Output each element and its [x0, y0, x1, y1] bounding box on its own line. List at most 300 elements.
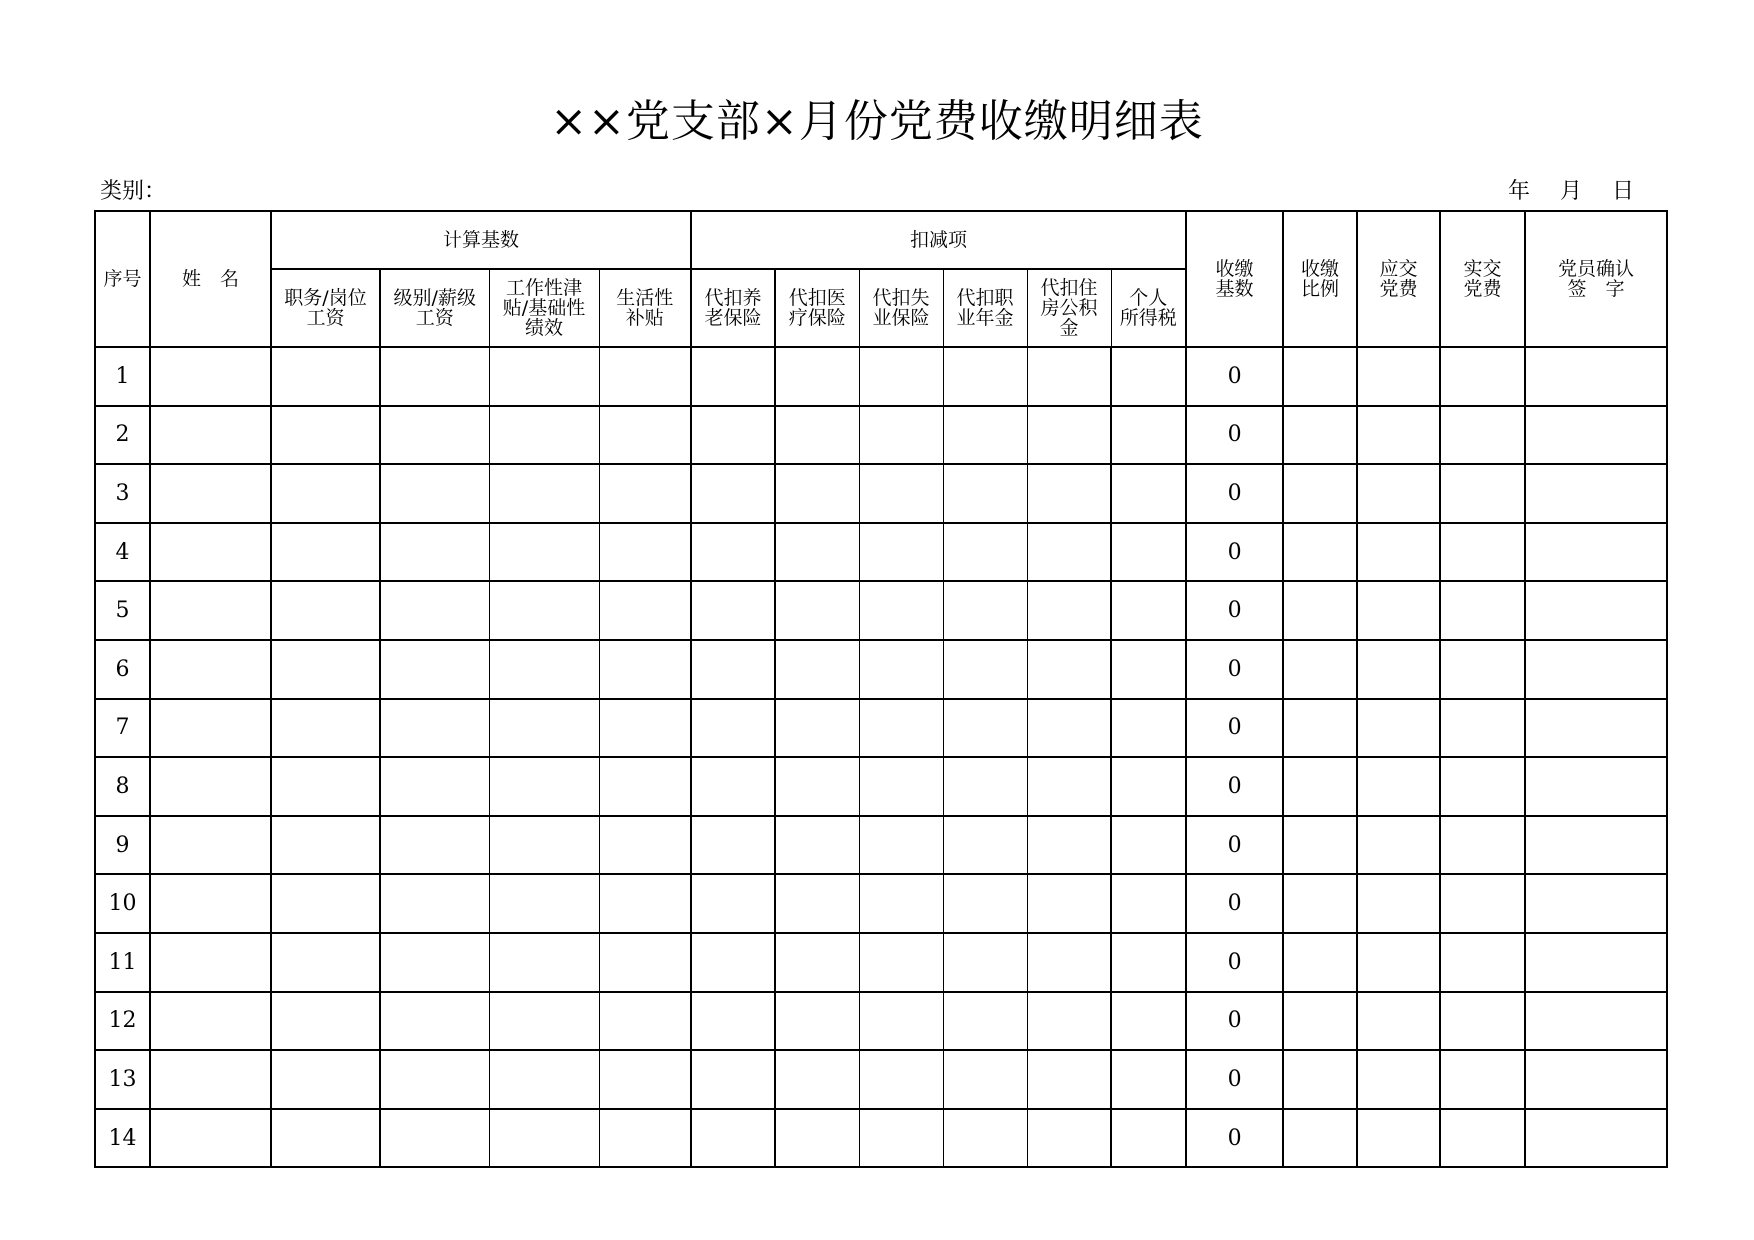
table-cell[interactable]: [1440, 464, 1525, 523]
table-cell[interactable]: [1440, 640, 1525, 699]
table-cell[interactable]: [599, 523, 691, 582]
table-cell[interactable]: [1357, 816, 1440, 875]
table-cell[interactable]: [271, 816, 380, 875]
table-row: [95, 757, 1667, 816]
table-cell[interactable]: [691, 757, 775, 816]
table-cell[interactable]: [1283, 347, 1357, 406]
table-cell[interactable]: [599, 1109, 691, 1168]
table-cell[interactable]: [1357, 523, 1440, 582]
table-cell[interactable]: [1283, 816, 1357, 875]
table-cell[interactable]: [943, 464, 1027, 523]
table-cell[interactable]: [1111, 1050, 1186, 1109]
table-cell[interactable]: [775, 523, 859, 582]
table-cell[interactable]: [1027, 874, 1111, 933]
table-cell[interactable]: [380, 757, 489, 816]
cell-collect-base[interactable]: [1186, 757, 1283, 816]
table-cell[interactable]: [380, 1050, 489, 1109]
table-row: [95, 406, 1667, 465]
table-cell[interactable]: [1027, 992, 1111, 1051]
header-living-subsidy: 生活性 补贴: [599, 269, 691, 347]
table-cell[interactable]: [943, 933, 1027, 992]
table-cell[interactable]: [271, 699, 380, 758]
table-cell[interactable]: [1283, 992, 1357, 1051]
header-work-allowance: 工作性津 贴/基础性 绩效: [489, 269, 599, 347]
table-row: [95, 992, 1667, 1051]
table-cell[interactable]: [1357, 992, 1440, 1051]
table-cell[interactable]: [271, 1109, 380, 1168]
table-cell[interactable]: [859, 816, 943, 875]
table-cell[interactable]: [150, 933, 271, 992]
table-cell[interactable]: [943, 757, 1027, 816]
table-cell[interactable]: [859, 640, 943, 699]
header-post-salary: 职务/岗位 工资: [271, 269, 380, 347]
collect-base-value: 0: [1227, 539, 1242, 565]
table-cell[interactable]: [1525, 406, 1667, 465]
table-cell[interactable]: [1111, 640, 1186, 699]
table-row: [95, 1050, 1667, 1109]
table-cell[interactable]: [1283, 933, 1357, 992]
cell-collect-base[interactable]: [1186, 699, 1283, 758]
table-cell[interactable]: [859, 874, 943, 933]
table-cell[interactable]: [271, 874, 380, 933]
table-cell[interactable]: [489, 347, 599, 406]
table-cell[interactable]: [1357, 406, 1440, 465]
table-cell[interactable]: [943, 816, 1027, 875]
table-cell[interactable]: [691, 347, 775, 406]
document-title: ××党支部×月份党费收缴明细表: [550, 96, 1204, 147]
table-cell[interactable]: [1525, 992, 1667, 1051]
table-cell[interactable]: [380, 874, 489, 933]
table-cell[interactable]: [1357, 640, 1440, 699]
table-cell[interactable]: [1283, 640, 1357, 699]
table-cell[interactable]: [1027, 757, 1111, 816]
table-cell[interactable]: [859, 1109, 943, 1168]
table-cell[interactable]: [859, 933, 943, 992]
table-cell[interactable]: [1111, 581, 1186, 640]
table-cell[interactable]: [691, 640, 775, 699]
table-cell[interactable]: [1027, 347, 1111, 406]
table-cell[interactable]: [1525, 347, 1667, 406]
table-cell[interactable]: [1283, 1050, 1357, 1109]
row-number: 13: [108, 1066, 137, 1092]
table-cell[interactable]: [1357, 347, 1440, 406]
row-number: 7: [115, 715, 130, 741]
table-cell[interactable]: [691, 1050, 775, 1109]
cell-seq: [95, 640, 150, 699]
table-cell[interactable]: [1440, 523, 1525, 582]
table-cell[interactable]: [150, 992, 271, 1051]
cell-seq: [95, 406, 150, 465]
cell-collect-base[interactable]: [1186, 464, 1283, 523]
cell-collect-base[interactable]: [1186, 933, 1283, 992]
header-pension-deduct: 代扣养 老保险: [691, 269, 775, 347]
table-cell[interactable]: [1111, 874, 1186, 933]
table-cell[interactable]: [271, 406, 380, 465]
collect-base-value: 0: [1227, 949, 1242, 975]
table-cell[interactable]: [859, 757, 943, 816]
table-cell[interactable]: [1357, 757, 1440, 816]
cell-collect-base[interactable]: [1186, 640, 1283, 699]
table-cell[interactable]: [775, 1109, 859, 1168]
table-cell[interactable]: [1357, 699, 1440, 758]
table-cell[interactable]: [1111, 992, 1186, 1051]
collect-base-value: 0: [1227, 715, 1242, 741]
table-cell[interactable]: [1525, 699, 1667, 758]
table-cell[interactable]: [1525, 1050, 1667, 1109]
header-name: 姓 名: [150, 211, 271, 347]
table-cell[interactable]: [599, 464, 691, 523]
table-cell[interactable]: [150, 523, 271, 582]
table-cell[interactable]: [1440, 581, 1525, 640]
table-cell[interactable]: [1283, 581, 1357, 640]
table-cell[interactable]: [150, 581, 271, 640]
row-number: 1: [115, 363, 130, 389]
table-cell[interactable]: [1525, 581, 1667, 640]
table-cell[interactable]: [943, 1109, 1027, 1168]
table-cell[interactable]: [691, 523, 775, 582]
table-cell[interactable]: [775, 816, 859, 875]
collect-base-value: 0: [1227, 832, 1242, 858]
table-cell[interactable]: [691, 464, 775, 523]
table-cell[interactable]: [1283, 874, 1357, 933]
table-cell[interactable]: [691, 933, 775, 992]
table-cell[interactable]: [1027, 581, 1111, 640]
table-cell[interactable]: [271, 464, 380, 523]
table-cell[interactable]: [859, 464, 943, 523]
date-day: 日: [1612, 179, 1635, 204]
cell-seq: [95, 1109, 150, 1168]
row-number: 11: [108, 949, 137, 975]
table-cell[interactable]: [489, 581, 599, 640]
table-cell[interactable]: [271, 933, 380, 992]
table-cell[interactable]: [1283, 757, 1357, 816]
table-cell[interactable]: [691, 816, 775, 875]
table-cell[interactable]: [691, 1109, 775, 1168]
header-annuity-deduct: 代扣职 业年金: [943, 269, 1027, 347]
table-cell[interactable]: [1283, 699, 1357, 758]
table-cell[interactable]: [1111, 523, 1186, 582]
table-cell[interactable]: [380, 523, 489, 582]
table-cell[interactable]: [599, 874, 691, 933]
table-cell[interactable]: [1440, 757, 1525, 816]
table-cell[interactable]: [1027, 640, 1111, 699]
table-cell[interactable]: [599, 1050, 691, 1109]
table-cell[interactable]: [943, 699, 1027, 758]
cell-collect-base[interactable]: [1186, 347, 1283, 406]
table-cell[interactable]: [1525, 640, 1667, 699]
table-cell[interactable]: [1440, 874, 1525, 933]
cell-collect-base[interactable]: [1186, 523, 1283, 582]
table-cell[interactable]: [775, 406, 859, 465]
table-cell[interactable]: [599, 933, 691, 992]
cell-seq: [95, 757, 150, 816]
table-cell[interactable]: [1357, 933, 1440, 992]
cell-collect-base[interactable]: [1186, 874, 1283, 933]
table-row: [95, 464, 1667, 523]
row-number: 6: [115, 656, 130, 682]
table-cell[interactable]: [1027, 1109, 1111, 1168]
collect-base-value: 0: [1227, 891, 1242, 917]
table-cell[interactable]: [1111, 816, 1186, 875]
table-row: [95, 816, 1667, 875]
collect-base-value: 0: [1227, 773, 1242, 799]
header-unemployment-deduct: 代扣失 业保险: [859, 269, 943, 347]
table-cell[interactable]: [489, 699, 599, 758]
table-cell[interactable]: [1357, 581, 1440, 640]
table-cell[interactable]: [271, 640, 380, 699]
table-cell[interactable]: [1283, 1109, 1357, 1168]
table-cell[interactable]: [943, 347, 1027, 406]
table-cell[interactable]: [1111, 757, 1186, 816]
collect-base-value: 0: [1227, 1008, 1242, 1034]
table-cell[interactable]: [489, 757, 599, 816]
table-cell[interactable]: [599, 347, 691, 406]
table-cell[interactable]: [150, 816, 271, 875]
header-medical-deduct: 代扣医 疗保险: [775, 269, 859, 347]
collect-base-value: 0: [1227, 363, 1242, 389]
table-cell[interactable]: [691, 699, 775, 758]
table-cell[interactable]: [1440, 699, 1525, 758]
table-cell[interactable]: [1357, 874, 1440, 933]
collect-base-value: 0: [1227, 656, 1242, 682]
table-cell[interactable]: [1440, 816, 1525, 875]
row-number: 5: [115, 598, 130, 624]
table-cell[interactable]: [599, 640, 691, 699]
header-paid-fee: 实交 党费: [1440, 211, 1525, 347]
table-cell[interactable]: [943, 992, 1027, 1051]
cell-collect-base[interactable]: [1186, 1050, 1283, 1109]
table-cell[interactable]: [489, 992, 599, 1051]
table-cell[interactable]: [1027, 933, 1111, 992]
table-cell[interactable]: [943, 581, 1027, 640]
table-cell[interactable]: [380, 640, 489, 699]
table-cell[interactable]: [1525, 757, 1667, 816]
table-cell[interactable]: [150, 757, 271, 816]
table-cell[interactable]: [150, 1109, 271, 1168]
table-cell[interactable]: [599, 406, 691, 465]
cell-seq: [95, 347, 150, 406]
table-cell[interactable]: [380, 816, 489, 875]
table-cell[interactable]: [1440, 347, 1525, 406]
table-cell[interactable]: [775, 933, 859, 992]
collect-base-value: 0: [1227, 480, 1242, 506]
table-cell[interactable]: [489, 464, 599, 523]
row-number: 10: [108, 891, 137, 917]
cell-seq: [95, 581, 150, 640]
cell-seq: [95, 1050, 150, 1109]
table-row: [95, 1109, 1667, 1168]
table-cell[interactable]: [859, 347, 943, 406]
table-cell[interactable]: [380, 992, 489, 1051]
cell-collect-base[interactable]: [1186, 816, 1283, 875]
table-cell[interactable]: [1283, 464, 1357, 523]
table-cell[interactable]: [1525, 1109, 1667, 1168]
row-number: 12: [108, 1008, 137, 1034]
cell-seq: [95, 699, 150, 758]
table-cell[interactable]: [775, 581, 859, 640]
table-cell[interactable]: [271, 581, 380, 640]
cell-collect-base[interactable]: [1186, 992, 1283, 1051]
table-cell[interactable]: [489, 816, 599, 875]
header-housing-fund-deduct: 代扣住 房公积 金: [1027, 269, 1111, 347]
table-row: [95, 874, 1667, 933]
table-cell[interactable]: [150, 406, 271, 465]
table-cell[interactable]: [380, 347, 489, 406]
table-row: [95, 699, 1667, 758]
table-cell[interactable]: [775, 640, 859, 699]
cell-seq: [95, 816, 150, 875]
table-cell[interactable]: [599, 816, 691, 875]
table-cell[interactable]: [1525, 464, 1667, 523]
table-cell[interactable]: [691, 992, 775, 1051]
table-cell[interactable]: [599, 992, 691, 1051]
cell-collect-base[interactable]: [1186, 581, 1283, 640]
table-cell[interactable]: [943, 874, 1027, 933]
header-collect-base: 收缴 基数: [1186, 211, 1283, 347]
cell-seq: [95, 523, 150, 582]
table-cell[interactable]: [150, 874, 271, 933]
table-cell[interactable]: [489, 874, 599, 933]
table-cell[interactable]: [775, 1050, 859, 1109]
table-cell[interactable]: [1111, 1109, 1186, 1168]
table-cell[interactable]: [1440, 933, 1525, 992]
table-cell[interactable]: [1525, 816, 1667, 875]
table-cell[interactable]: [1525, 874, 1667, 933]
row-number: 14: [108, 1125, 137, 1151]
table-cell[interactable]: [1027, 699, 1111, 758]
table-cell[interactable]: [1111, 699, 1186, 758]
table-cell[interactable]: [691, 406, 775, 465]
table-cell[interactable]: [1357, 1050, 1440, 1109]
table-body: [95, 347, 1667, 1167]
table-cell[interactable]: [1111, 933, 1186, 992]
table-cell[interactable]: [1027, 523, 1111, 582]
table-cell[interactable]: [943, 1050, 1027, 1109]
table-cell[interactable]: [1357, 1109, 1440, 1168]
header-due-fee: 应交 党费: [1357, 211, 1440, 347]
table-cell[interactable]: [380, 406, 489, 465]
table-cell[interactable]: [599, 581, 691, 640]
table-cell[interactable]: [1111, 464, 1186, 523]
table-cell[interactable]: [271, 992, 380, 1051]
table-cell[interactable]: [1525, 523, 1667, 582]
header-grade-salary: 级别/薪级 工资: [380, 269, 489, 347]
header-seq: 序号: [95, 211, 150, 347]
table-cell[interactable]: [691, 874, 775, 933]
table-cell[interactable]: [380, 1109, 489, 1168]
table-row: [95, 347, 1667, 406]
table-cell[interactable]: [1283, 523, 1357, 582]
table-cell[interactable]: [1027, 406, 1111, 465]
table-cell[interactable]: [1440, 1050, 1525, 1109]
table-cell[interactable]: [775, 757, 859, 816]
table-cell[interactable]: [150, 464, 271, 523]
cell-seq: [95, 992, 150, 1051]
table-cell[interactable]: [271, 523, 380, 582]
table-cell[interactable]: [489, 523, 599, 582]
collect-base-value: 0: [1227, 598, 1242, 624]
header-base-group: 计算基数: [271, 211, 691, 269]
table-cell[interactable]: [271, 757, 380, 816]
table-row: [95, 523, 1667, 582]
table-cell[interactable]: [1027, 1050, 1111, 1109]
table-cell[interactable]: [859, 581, 943, 640]
table-cell[interactable]: [1111, 406, 1186, 465]
table-cell[interactable]: [943, 523, 1027, 582]
table-cell[interactable]: [775, 347, 859, 406]
table-cell[interactable]: [150, 347, 271, 406]
collect-base-value: 0: [1227, 422, 1242, 448]
row-number: 2: [115, 422, 130, 448]
table-cell[interactable]: [1440, 1109, 1525, 1168]
table-cell[interactable]: [1283, 406, 1357, 465]
table-cell[interactable]: [775, 699, 859, 758]
table-cell[interactable]: [859, 992, 943, 1051]
table-cell[interactable]: [489, 406, 599, 465]
date-year: 年: [1508, 179, 1531, 204]
table-cell[interactable]: [1525, 933, 1667, 992]
table-cell[interactable]: [691, 581, 775, 640]
table-cell[interactable]: [380, 699, 489, 758]
fee-table: [94, 210, 1668, 1168]
table-row: [95, 581, 1667, 640]
table-cell[interactable]: [271, 1050, 380, 1109]
table-cell[interactable]: [489, 640, 599, 699]
table-cell[interactable]: [859, 699, 943, 758]
table-cell[interactable]: [943, 406, 1027, 465]
table-cell[interactable]: [1357, 464, 1440, 523]
cell-seq: [95, 874, 150, 933]
table-cell[interactable]: [1027, 464, 1111, 523]
table-cell[interactable]: [150, 699, 271, 758]
table-cell[interactable]: [271, 347, 380, 406]
table-cell[interactable]: [775, 464, 859, 523]
table-cell[interactable]: [489, 933, 599, 992]
table-cell[interactable]: [859, 1050, 943, 1109]
cell-seq: [95, 933, 150, 992]
table-cell[interactable]: [150, 640, 271, 699]
table-cell[interactable]: [599, 757, 691, 816]
table-cell[interactable]: [380, 581, 489, 640]
table-cell[interactable]: [380, 933, 489, 992]
table-row: [95, 933, 1667, 992]
table-cell[interactable]: [380, 464, 489, 523]
cell-seq: [95, 464, 150, 523]
header-confirm-signature: 党员确认 签 字: [1525, 211, 1667, 347]
date-line: [1508, 178, 1634, 206]
table-cell[interactable]: [1111, 347, 1186, 406]
table-cell[interactable]: [489, 1050, 599, 1109]
table-cell[interactable]: [775, 874, 859, 933]
table-cell[interactable]: [599, 699, 691, 758]
table-cell[interactable]: [1027, 816, 1111, 875]
cell-collect-base[interactable]: [1186, 1109, 1283, 1168]
table-cell[interactable]: [1440, 992, 1525, 1051]
table-row: [95, 640, 1667, 699]
table-cell[interactable]: [943, 640, 1027, 699]
table-cell[interactable]: [150, 1050, 271, 1109]
table-cell[interactable]: [489, 1109, 599, 1168]
row-number: 3: [115, 480, 130, 506]
table-cell[interactable]: [859, 406, 943, 465]
row-number: 9: [115, 832, 130, 858]
table-cell[interactable]: [859, 523, 943, 582]
cell-collect-base[interactable]: [1186, 406, 1283, 465]
category-label: 类别：: [100, 179, 167, 204]
header-collect-ratio: 收缴 比例: [1283, 211, 1357, 347]
table-cell[interactable]: [1440, 406, 1525, 465]
table-cell[interactable]: [775, 992, 859, 1051]
